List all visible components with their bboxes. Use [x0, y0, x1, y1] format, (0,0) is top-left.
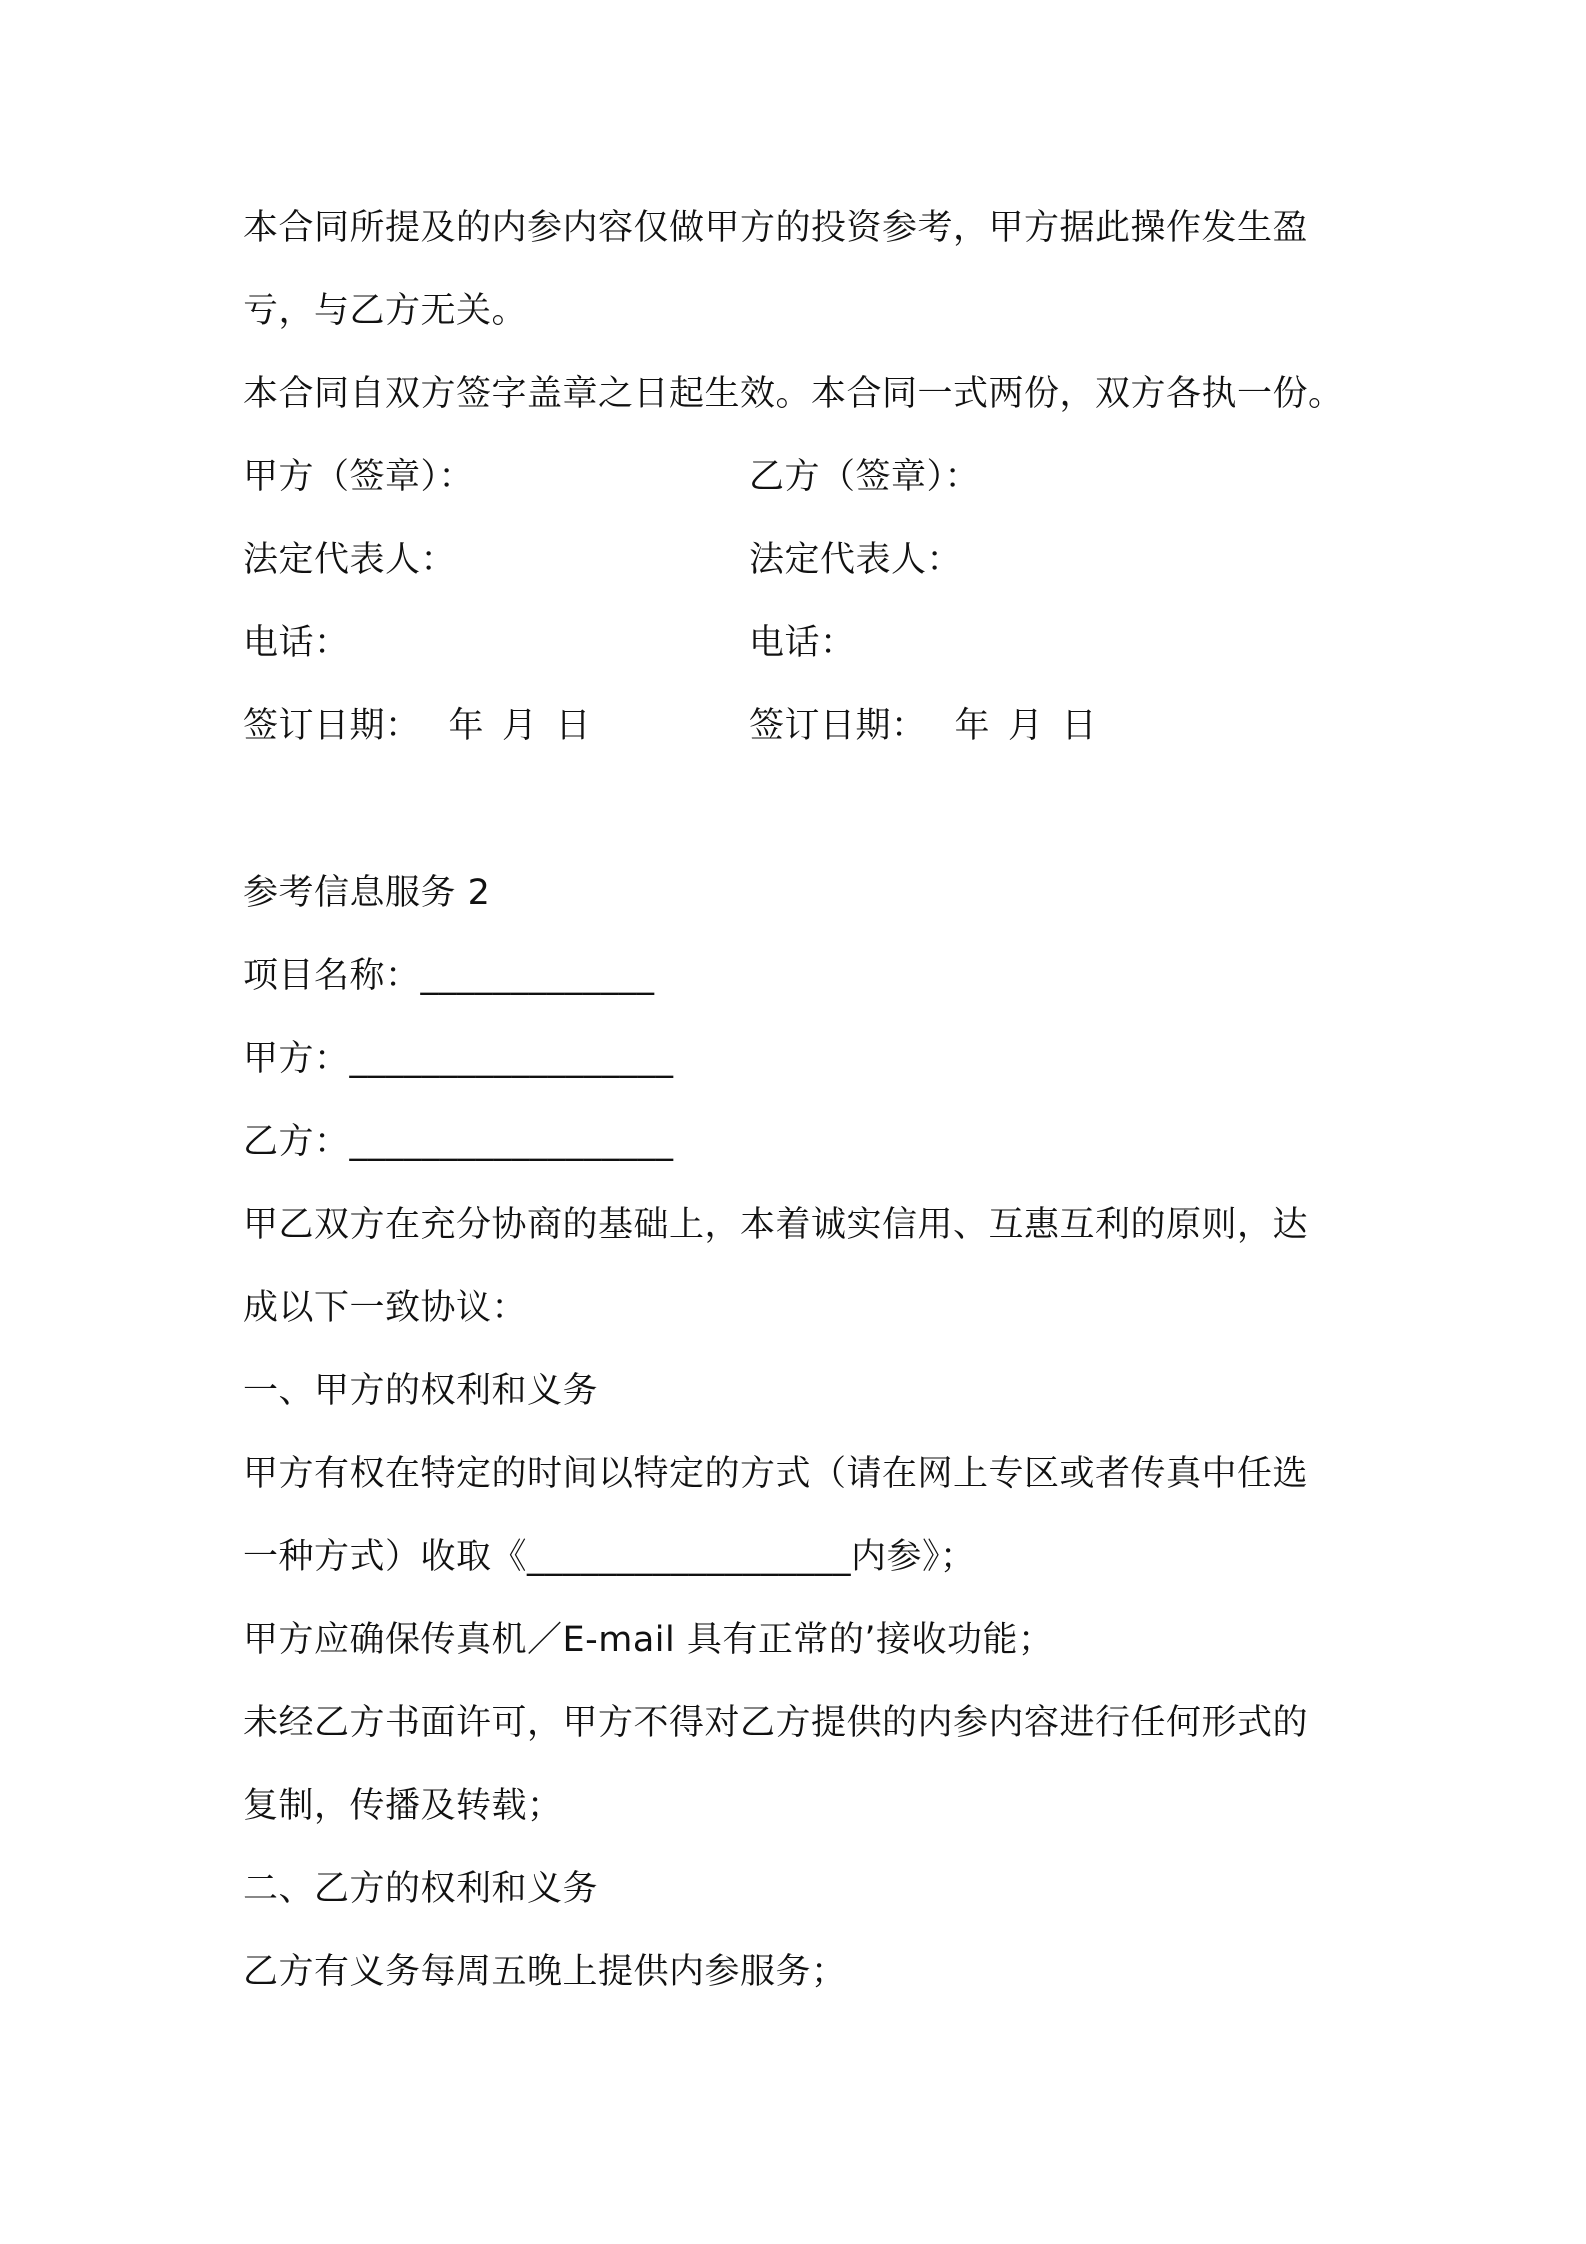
section-text: 复制，传播及转载；	[243, 1786, 563, 1826]
project-name-field: 项目名称：_____________	[243, 956, 655, 996]
section-text: 一种方式）收取《__________________内参》；	[243, 1537, 976, 1577]
intro-text: 成以下一致协议：	[243, 1288, 528, 1328]
date-year: 年	[954, 706, 991, 746]
contract-title: 参考信息服务 2	[243, 873, 491, 913]
date-label: 签订日期：	[749, 706, 927, 746]
clause-text: 本合同自双方签字盖章之日起生效。本合同一式两份，双方各执一份。	[243, 374, 1344, 414]
section-heading: 二、乙方的权利和义务	[243, 1869, 599, 1909]
date-month: 月	[502, 706, 538, 746]
date-month: 月	[1008, 706, 1044, 746]
party-b-representative: 法定代表人：	[749, 540, 963, 580]
section-heading: 一、甲方的权利和义务	[243, 1371, 599, 1411]
date-day: 日	[1061, 706, 1098, 746]
party-b-seal: 乙方（签章）：	[749, 457, 981, 497]
date-day: 日	[555, 706, 592, 746]
section-text: 未经乙方书面许可，甲方不得对乙方提供的内参内容进行任何形式的	[243, 1703, 1309, 1743]
party-a-seal: 甲方（签章）：	[243, 457, 475, 497]
section-text: 甲方应确保传真机／E-mail 具有正常的’接收功能；	[243, 1620, 1054, 1660]
section-text: 乙方有义务每周五晚上提供内参服务；	[243, 1952, 847, 1992]
party-a-representative: 法定代表人：	[243, 540, 457, 580]
party-a-sign-date	[243, 704, 591, 748]
section-text: 甲方有权在特定的时间以特定的方式（请在网上专区或者传真中任选	[243, 1454, 1309, 1494]
clause-text: 亏，与乙方无关。	[243, 291, 528, 331]
clause-text: 本合同所提及的内参内容仅做甲方的投资参考，甲方据此操作发生盈	[243, 208, 1309, 248]
date-year: 年	[448, 706, 485, 746]
party-b-field: 乙方：__________________	[243, 1122, 674, 1162]
party-b-phone: 电话：	[749, 623, 856, 663]
intro-text: 甲乙双方在充分协商的基础上，本着诚实信用、互惠互利的原则，达	[243, 1205, 1309, 1245]
party-b-sign-date	[749, 704, 1097, 748]
party-a-phone: 电话：	[243, 623, 350, 663]
party-a-field: 甲方：__________________	[243, 1039, 674, 1079]
date-label: 签订日期：	[243, 706, 421, 746]
